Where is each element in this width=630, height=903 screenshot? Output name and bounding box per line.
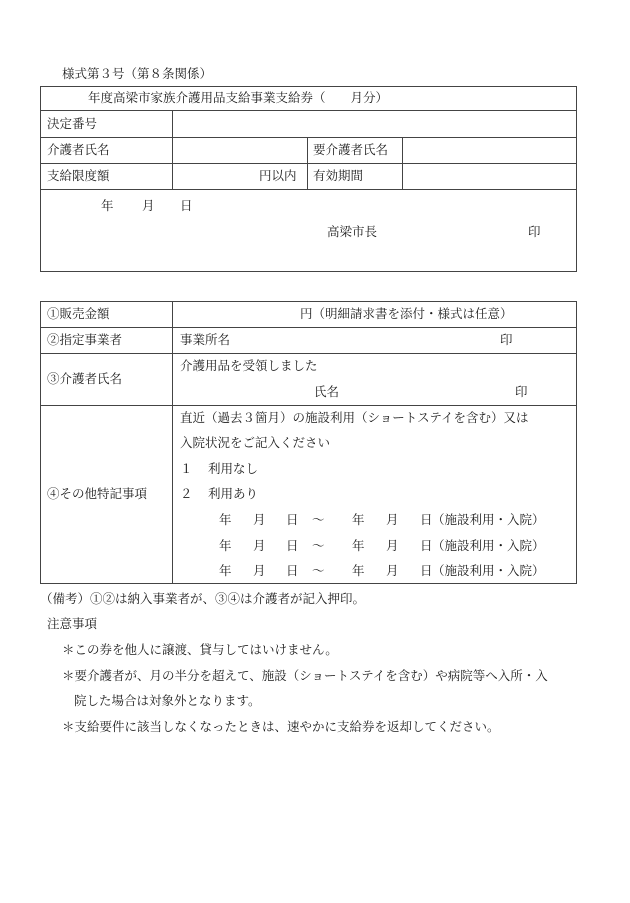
- option2-text: 利用あり: [208, 486, 259, 501]
- note-item-continuation: 院した場合は対象外となります。: [74, 693, 261, 708]
- sales-amount-note: 円（明細請求書を添付・様式は任意）: [300, 306, 513, 321]
- issue-month: 月: [142, 198, 155, 213]
- divider: [402, 137, 403, 189]
- divider: [40, 189, 577, 190]
- care-recipient-name-label: 要介護者氏名: [313, 142, 389, 157]
- designated-business-label: ②指定事業者: [47, 332, 123, 347]
- period-start-month: 月: [253, 512, 266, 527]
- period-type: （施設利用・入院）: [432, 538, 545, 553]
- option1-text: 利用なし: [208, 461, 259, 476]
- issue-day: 日: [180, 198, 193, 213]
- divider: [40, 163, 577, 164]
- other-notes-label: ④その他特記事項: [47, 486, 148, 501]
- notes-heading: 注意事項: [47, 616, 98, 631]
- period-end-day: 日: [420, 512, 433, 527]
- notes-instruction-line2: 入院状況をご記入ください: [180, 435, 331, 450]
- divider: [172, 110, 173, 189]
- issuer-seal: 印: [528, 224, 541, 239]
- divider: [172, 301, 173, 584]
- received-text: 介護用品を受領しました: [180, 358, 318, 373]
- period-end-day: 日: [420, 563, 433, 578]
- period-start-year: 年: [219, 512, 232, 527]
- option2-number: ２: [180, 486, 193, 501]
- divider: [40, 327, 577, 328]
- period-start-day: 日: [286, 538, 299, 553]
- period-start-month: 月: [253, 563, 266, 578]
- caregiver-name-label: 介護者氏名: [47, 142, 110, 157]
- period-type: （施設利用・入院）: [432, 563, 545, 578]
- supply-limit-label: 支給限度額: [47, 168, 110, 183]
- period-end-year: 年: [352, 512, 365, 527]
- note-item: ＊要介護者が、月の半分を超えて、施設（ショートステイを含む）や病院等へ入所・入: [62, 668, 548, 683]
- note-item: ＊この券を他人に譲渡、貸与してはいけません。: [62, 642, 338, 657]
- voucher-table: [40, 86, 577, 272]
- divider: [40, 405, 577, 406]
- supply-limit-unit: 円以内: [259, 168, 297, 183]
- period-type: （施設利用・入院）: [432, 512, 545, 527]
- business-seal: 印: [500, 332, 513, 347]
- period-end-year: 年: [352, 563, 365, 578]
- divider: [40, 137, 577, 138]
- period-end-year: 年: [352, 538, 365, 553]
- period-tilde: ～: [312, 512, 325, 527]
- voucher-title: 年度高梁市家族介護用品支給事業支給券（ 月分）: [88, 90, 389, 105]
- decision-number-label: 決定番号: [47, 116, 98, 131]
- period-end-month: 月: [386, 538, 399, 553]
- business-office-name-label: 事業所名: [180, 332, 231, 347]
- caregiver-seal: 印: [515, 384, 528, 399]
- period-end-day: 日: [420, 538, 433, 553]
- form-number: 様式第３号（第８条関係）: [62, 66, 213, 81]
- caregiver-label: ③介護者氏名: [47, 371, 123, 386]
- period-end-month: 月: [386, 512, 399, 527]
- period-start-year: 年: [219, 563, 232, 578]
- period-tilde: ～: [312, 538, 325, 553]
- period-start-day: 日: [286, 563, 299, 578]
- divider: [307, 137, 308, 189]
- remarks: （備考）①②は納入事業者が、③④は介護者が記入押印。: [40, 591, 366, 606]
- period-start-year: 年: [219, 538, 232, 553]
- note-item: ＊支給要件に該当しなくなったときは、速やかに支給券を返却してください。: [62, 719, 500, 734]
- issuer-name: 高梁市長: [327, 224, 378, 239]
- option1-number: １: [180, 461, 193, 476]
- period-start-day: 日: [286, 512, 299, 527]
- sales-amount-label: ①販売金額: [47, 306, 110, 321]
- period-start-month: 月: [253, 538, 266, 553]
- divider: [40, 110, 577, 111]
- divider: [40, 353, 577, 354]
- caregiver-name-field-label: 氏名: [314, 384, 340, 399]
- notes-instruction-line1: 直近（過去３箇月）の施設利用（ショートステイを含む）又は: [180, 410, 529, 425]
- period-tilde: ～: [312, 563, 325, 578]
- issue-year: 年: [101, 198, 114, 213]
- valid-period-label: 有効期間: [313, 168, 364, 183]
- period-end-month: 月: [386, 563, 399, 578]
